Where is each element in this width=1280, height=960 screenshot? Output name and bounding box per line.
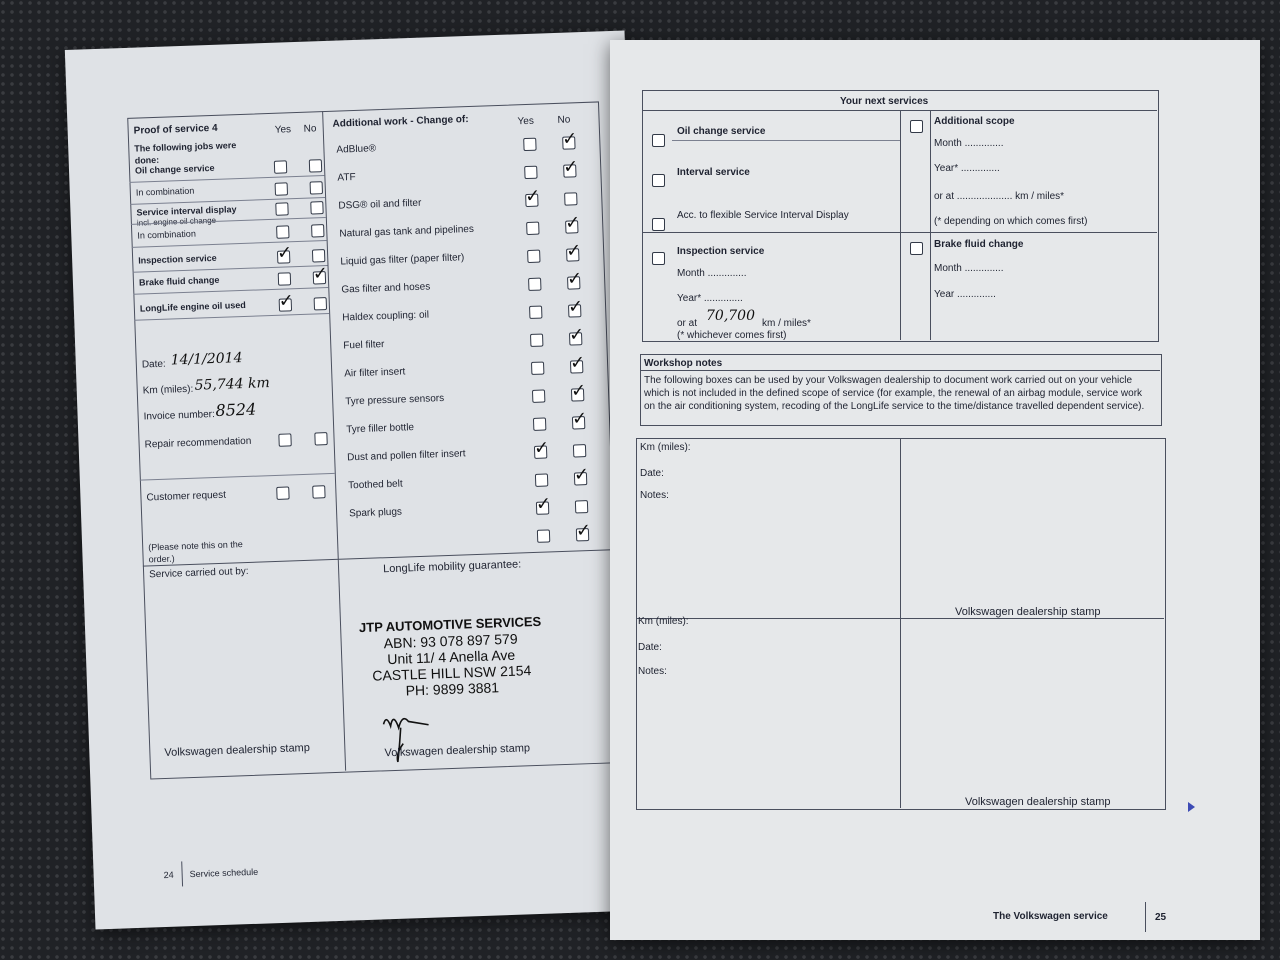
job-label: Oil change service xyxy=(134,162,215,176)
brake-month: Month .............. xyxy=(934,263,1004,274)
additional-yes-checkbox[interactable] xyxy=(535,473,548,486)
workshop-divider xyxy=(640,370,1160,371)
stamp-label-right: Volkswagen dealership stamp xyxy=(384,742,531,760)
dealer-abn: ABN: 93 078 897 579 xyxy=(383,630,518,652)
check-mark-icon: ✓ xyxy=(278,290,295,312)
check-mark-icon: ✓ xyxy=(564,212,581,234)
check-mark-icon: ✓ xyxy=(535,493,552,515)
invoice-value: 8524 xyxy=(215,399,257,420)
additional-yes-checkbox[interactable] xyxy=(526,222,539,235)
or-at-label: or at xyxy=(677,318,698,329)
job-no-checkbox[interactable] xyxy=(310,181,323,194)
col-no: No xyxy=(303,123,317,135)
check-mark-icon: ✓ xyxy=(575,519,592,542)
additional-label: DSG® oil and filter xyxy=(338,197,422,212)
footer-page-number: 24 xyxy=(163,869,174,881)
stamp-label-2: Volkswagen dealership stamp xyxy=(965,796,1111,808)
check-mark-icon: ✓ xyxy=(567,296,584,318)
notes1-km: Km (miles): xyxy=(640,442,691,453)
additional-no-checkbox[interactable] xyxy=(573,444,586,457)
scope-year: Year* .............. xyxy=(934,163,1000,174)
notes-col-divider xyxy=(900,438,901,808)
footer-page-number: 25 xyxy=(1155,912,1167,923)
customer-no-checkbox[interactable] xyxy=(312,485,325,498)
service-carried-out: Service carried out by: xyxy=(148,565,249,581)
notes1-notes: Notes: xyxy=(640,490,669,501)
longlife-guarantee: LongLife mobility guarantee: xyxy=(382,558,522,576)
invoice-label: Invoice number: xyxy=(143,409,215,423)
check-mark-icon: ✓ xyxy=(570,380,587,402)
additional-label: Gas filter and hoses xyxy=(341,281,431,296)
job-label: Inspection service xyxy=(138,252,217,266)
date-label: Date: xyxy=(141,358,166,371)
additional-scope-checkbox[interactable] xyxy=(910,120,923,133)
depending-note: (* depending on which comes first) xyxy=(934,216,1088,227)
additional-yes-checkbox[interactable] xyxy=(530,334,543,347)
check-mark-icon: ✓ xyxy=(573,464,590,486)
job-no-checkbox[interactable] xyxy=(314,297,327,310)
check-mark-icon: ✓ xyxy=(571,408,588,430)
additional-yes-checkbox[interactable] xyxy=(523,138,536,151)
job-no-checkbox[interactable] xyxy=(311,224,324,237)
or-at-value: 70,700 xyxy=(706,308,755,324)
check-mark-icon: ✓ xyxy=(276,242,293,264)
dealer-name: JTP AUTOMOTIVE SERVICES xyxy=(358,613,542,636)
additional-label: Fuel filter xyxy=(343,339,385,352)
job-yes-checkbox[interactable] xyxy=(278,272,291,285)
footer-title: Service schedule xyxy=(189,866,259,880)
repair-no-checkbox[interactable] xyxy=(314,432,327,445)
inspection-year: Year* .............. xyxy=(677,293,743,304)
dealer-suburb: CASTLE HILL NSW 2154 xyxy=(372,662,532,684)
dealer-stamp xyxy=(355,614,548,701)
job-label: LongLife engine oil used xyxy=(139,299,247,314)
notes2-notes: Notes: xyxy=(638,666,667,677)
col-yes: Yes xyxy=(274,124,292,136)
notes-grid xyxy=(636,438,1166,810)
notes1-date: Date: xyxy=(640,468,664,479)
proof-title: Proof of service 4 xyxy=(133,122,218,137)
job-label: In combination xyxy=(137,228,197,241)
check-mark-icon: ✓ xyxy=(312,263,329,285)
dealer-address: Unit 11/ 4 Anella Ave xyxy=(387,646,516,668)
additional-yes-checkbox[interactable] xyxy=(528,278,541,291)
scope-or-at: or at .................... km / miles* xyxy=(934,191,1065,202)
job-yes-checkbox[interactable] xyxy=(276,225,289,238)
check-mark-icon: ✓ xyxy=(566,268,583,290)
next-arrow-icon xyxy=(1188,802,1195,812)
km-miles-label: km / miles* xyxy=(762,318,811,329)
notes-row-divider xyxy=(636,618,1164,619)
km-value: 55,744 km xyxy=(194,375,271,394)
customer-yes-checkbox[interactable] xyxy=(276,486,289,499)
check-mark-icon: ✓ xyxy=(561,128,578,150)
please-note: (Please note this on the order.) xyxy=(148,539,243,565)
additional-label: ATF xyxy=(337,171,356,184)
additional-label: Tyre pressure sensors xyxy=(345,393,445,408)
footer-divider xyxy=(1145,902,1146,932)
job-label: Service interval display xyxy=(136,204,237,218)
job-no-checkbox[interactable] xyxy=(310,201,323,214)
job-no-checkbox[interactable] xyxy=(312,249,325,262)
additional-no-checkbox[interactable] xyxy=(575,500,588,513)
date-value: 14/1/2014 xyxy=(170,350,243,369)
whichever-note: (* whichever comes first) xyxy=(677,330,787,341)
check-mark-icon: ✓ xyxy=(568,324,585,346)
km-label: Km (miles): xyxy=(142,383,194,397)
additional-label: Air filter insert xyxy=(344,366,406,380)
repair-label: Repair recommendation xyxy=(144,435,252,451)
additional-yes-checkbox[interactable] xyxy=(531,362,544,375)
next-services-header: Your next services xyxy=(840,96,929,107)
footer-divider xyxy=(181,861,183,886)
additional-label: Liquid gas filter (paper filter) xyxy=(340,252,465,268)
additional-scope-label: Additional scope xyxy=(934,116,1015,127)
flex-interval-label: Acc. to flexible Service Interval Display xyxy=(677,210,849,221)
next-col-divider-2 xyxy=(930,110,931,340)
row-divider xyxy=(672,140,900,141)
scope-month: Month .............. xyxy=(934,138,1004,149)
inspection-checkbox[interactable] xyxy=(652,252,665,265)
additional-label: Natural gas tank and pipelines xyxy=(339,223,475,240)
brake-fluid-label: Brake fluid change xyxy=(934,239,1024,250)
right-page xyxy=(610,40,1260,940)
next-col-divider xyxy=(900,110,901,340)
inspection-month: Month .............. xyxy=(677,268,747,279)
job-yes-checkbox[interactable] xyxy=(275,182,288,195)
footer-title: The Volkswagen service xyxy=(993,911,1108,922)
job-label: Brake fluid change xyxy=(138,274,220,288)
notes2-km: Km (miles): xyxy=(638,616,689,627)
brake-year: Year .............. xyxy=(934,289,996,300)
additional-label: Spark plugs xyxy=(348,506,403,520)
additional-label: Toothed belt xyxy=(348,478,403,492)
inspection-label: Inspection service xyxy=(677,246,765,257)
add-col-yes: Yes xyxy=(517,115,535,128)
job-no-checkbox[interactable] xyxy=(309,159,322,172)
interval-service-checkbox[interactable] xyxy=(652,174,665,187)
add-col-no: No xyxy=(557,114,571,126)
jobs-header: The following jobs were done: xyxy=(134,140,237,166)
additional-header: Additional work - Change of: xyxy=(332,113,469,130)
brake-fluid-checkbox[interactable] xyxy=(910,242,923,255)
customer-label: Customer request xyxy=(146,489,227,504)
dealer-phone: PH: 9899 3881 xyxy=(405,679,500,699)
stamp-label-1: Volkswagen dealership stamp xyxy=(955,606,1101,618)
additional-yes-checkbox[interactable] xyxy=(529,306,542,319)
additional-label: Dust and pollen filter insert xyxy=(347,448,466,464)
additional-yes-checkbox[interactable] xyxy=(533,417,546,430)
additional-yes-checkbox[interactable] xyxy=(532,389,545,402)
oil-change-checkbox[interactable] xyxy=(652,134,665,147)
stamp-label-left: Volkswagen dealership stamp xyxy=(164,741,311,759)
additional-yes-checkbox[interactable] xyxy=(537,529,550,542)
additional-label: AdBlue® xyxy=(336,143,377,156)
workshop-header: Workshop notes xyxy=(644,358,723,369)
additional-yes-checkbox[interactable] xyxy=(527,250,540,263)
left-page xyxy=(65,30,655,929)
repair-yes-checkbox[interactable] xyxy=(278,433,291,446)
job-label: In combination xyxy=(135,185,195,198)
additional-label: Tyre filler bottle xyxy=(346,422,415,436)
check-mark-icon: ✓ xyxy=(524,185,541,208)
flex-interval-checkbox[interactable] xyxy=(652,218,665,231)
additional-label: Haldex coupling: oil xyxy=(342,309,430,324)
job-yes-checkbox[interactable] xyxy=(274,160,287,173)
check-mark-icon: ✓ xyxy=(569,352,586,374)
interval-service-label: Interval service xyxy=(677,167,750,178)
workshop-text: The following boxes can be used by your Volkswagen dealership to document work carried out on your vehicle which is not included in the defined scope of service (for example, the renewal of an airbag module, service work on the air conditioning system, recoding of the LongLife service to the time/distance travelled dependent service). xyxy=(644,375,1145,412)
check-mark-icon: ✓ xyxy=(533,437,550,459)
row-divider xyxy=(642,232,1157,233)
oil-change-label: Oil change service xyxy=(677,126,766,137)
job-sublabel: incl. engine oil change xyxy=(136,215,217,228)
notes2-date: Date: xyxy=(638,642,662,653)
check-mark-icon: ✓ xyxy=(565,240,582,262)
check-mark-icon: ✓ xyxy=(562,156,579,178)
additional-yes-checkbox[interactable] xyxy=(524,166,537,179)
additional-no-checkbox[interactable] xyxy=(564,192,577,205)
job-yes-checkbox[interactable] xyxy=(275,202,288,215)
